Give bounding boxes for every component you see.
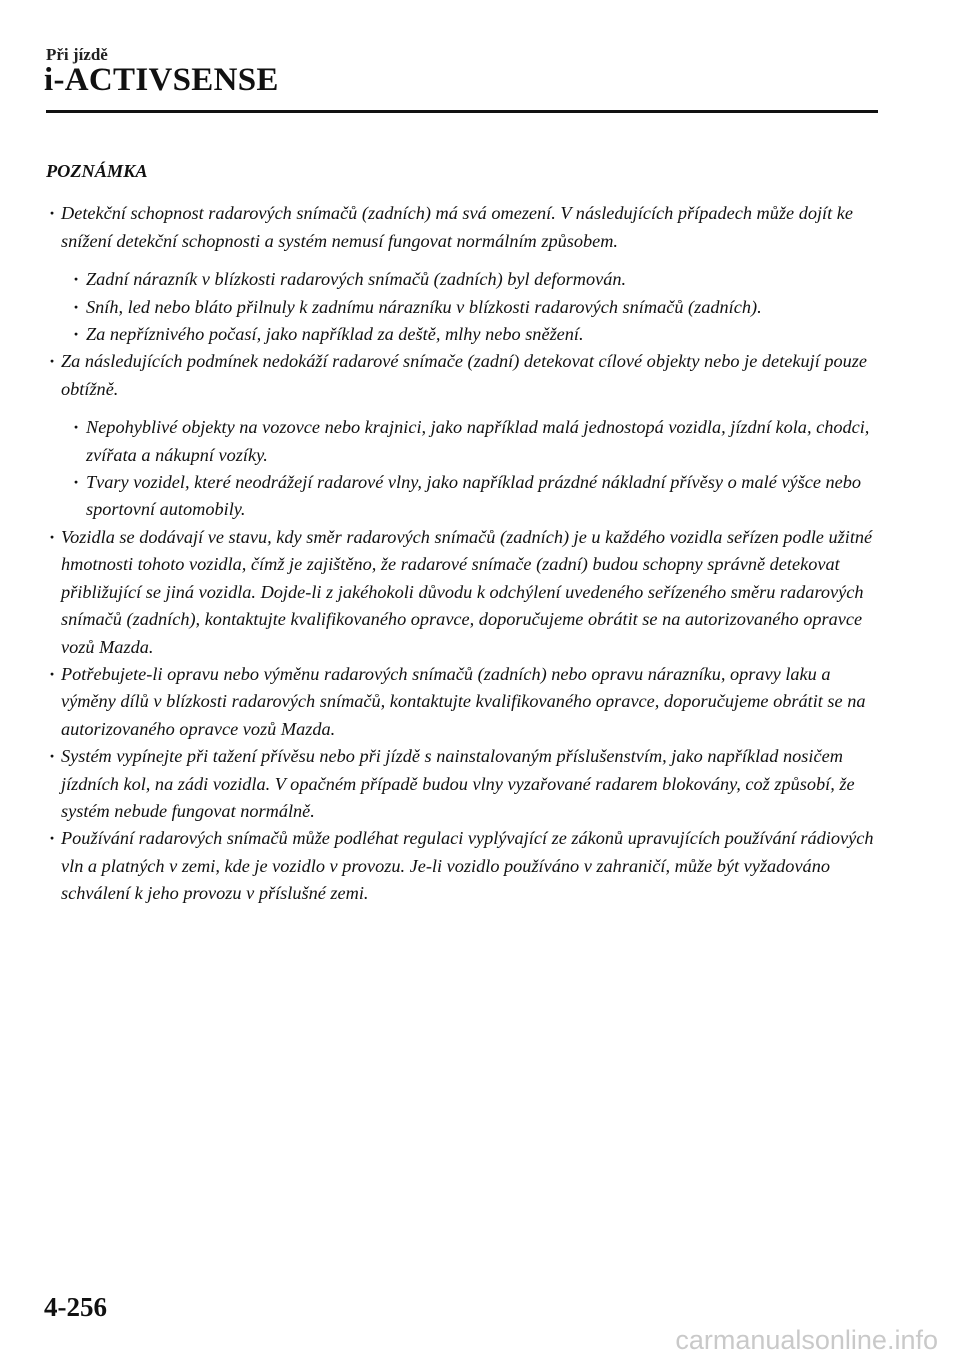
note-heading: POZNÁMKA	[46, 161, 148, 181]
note-bullet: · Detekční schopnost radarových snímačů (zadních) má svá omezení. V následujících případech může dojít ke snížení detekční schopnosti a systém nemusí fungovat normálním způsobem.	[46, 200, 886, 255]
page-title: i-ACTIVSENSE	[44, 62, 279, 98]
note-bullet: · Vozidla se dodávají ve stavu, kdy směr radarových snímačů (zadních) je u každého vozidla seřízen podle užitné hmotnosti tohoto vozidla, čímž je zajištěno, že radarové snímače (zadní) budou schopny správně detekovat přibližující se jiná vozidla. Dojde-li z jakéhokoli důvodu k odchýlení uvedeného seřízeného směru radarových snímačů (zadních), kontaktujte kvalifikovaného opravce, doporučujeme obrátit se na autorizovaného opravce vozů Mazda.	[46, 524, 886, 661]
note-bullet: · Za následujících podmínek nedokáží radarové snímače (zadní) detekovat cílové objekty nebo je detekují pouze obtížně.	[46, 348, 886, 403]
note-bullet: · Potřebujete-li opravu nebo výměnu radarových snímačů (zadních) nebo opravu nárazníku, opravy laku a výměny dílů v blízkosti radarových snímačů, kontaktujte kvalifikovaného opravce, doporučujeme obrátit se na autorizovaného opravce vozů Mazda.	[46, 661, 886, 743]
title-divider	[46, 110, 878, 113]
sub-bullet-list	[46, 414, 886, 524]
note-sub-bullet: · Sníh, led nebo bláto přilnuly k zadnímu nárazníku v blízkosti radarových snímačů (zadních).	[46, 294, 886, 321]
sub-bullet-list	[46, 266, 886, 348]
note-sub-bullet: · Tvary vozidel, které neodrážejí radarové vlny, jako například prázdné nákladní přívěsy o malé výšce nebo sportovní automobily.	[46, 469, 886, 524]
watermark: carmanualsonline.info	[675, 1325, 938, 1355]
page-number: 4-256	[44, 1292, 107, 1322]
note-sub-bullet: · Zadní nárazník v blízkosti radarových snímačů (zadních) byl deformován.	[46, 266, 886, 293]
note-bullet: · Systém vypínejte při tažení přívěsu nebo při jízdě s nainstalovaným příslušenstvím, jako například nosičem jízdních kol, na zádi vozidla. V opačném případě budou vlny vyzařované radarem blokovány, což způsobí, že systém nebude fungovat normálně.	[46, 743, 886, 825]
note-sub-bullet: · Nepohyblivé objekty na vozovce nebo krajnici, jako například malá jednostopá vozidla, jízdní kola, chodci, zvířata a nákupní vozíky.	[46, 414, 886, 469]
note-sub-bullet: · Za nepříznivého počasí, jako například za deště, mlhy nebo sněžení.	[46, 321, 886, 348]
note-bullet: · Používání radarových snímačů může podléhat regulaci vyplývající ze zákonů upravujících používání rádiových vln a platných v zemi, kde je vozidlo v provozu. Je-li vozidlo používáno v zahraničí, může být vyžadováno schválení k jeho provozu v příslušné zemi.	[46, 825, 886, 907]
note-box	[46, 158, 886, 908]
section-label: Při jízdě	[46, 45, 108, 64]
